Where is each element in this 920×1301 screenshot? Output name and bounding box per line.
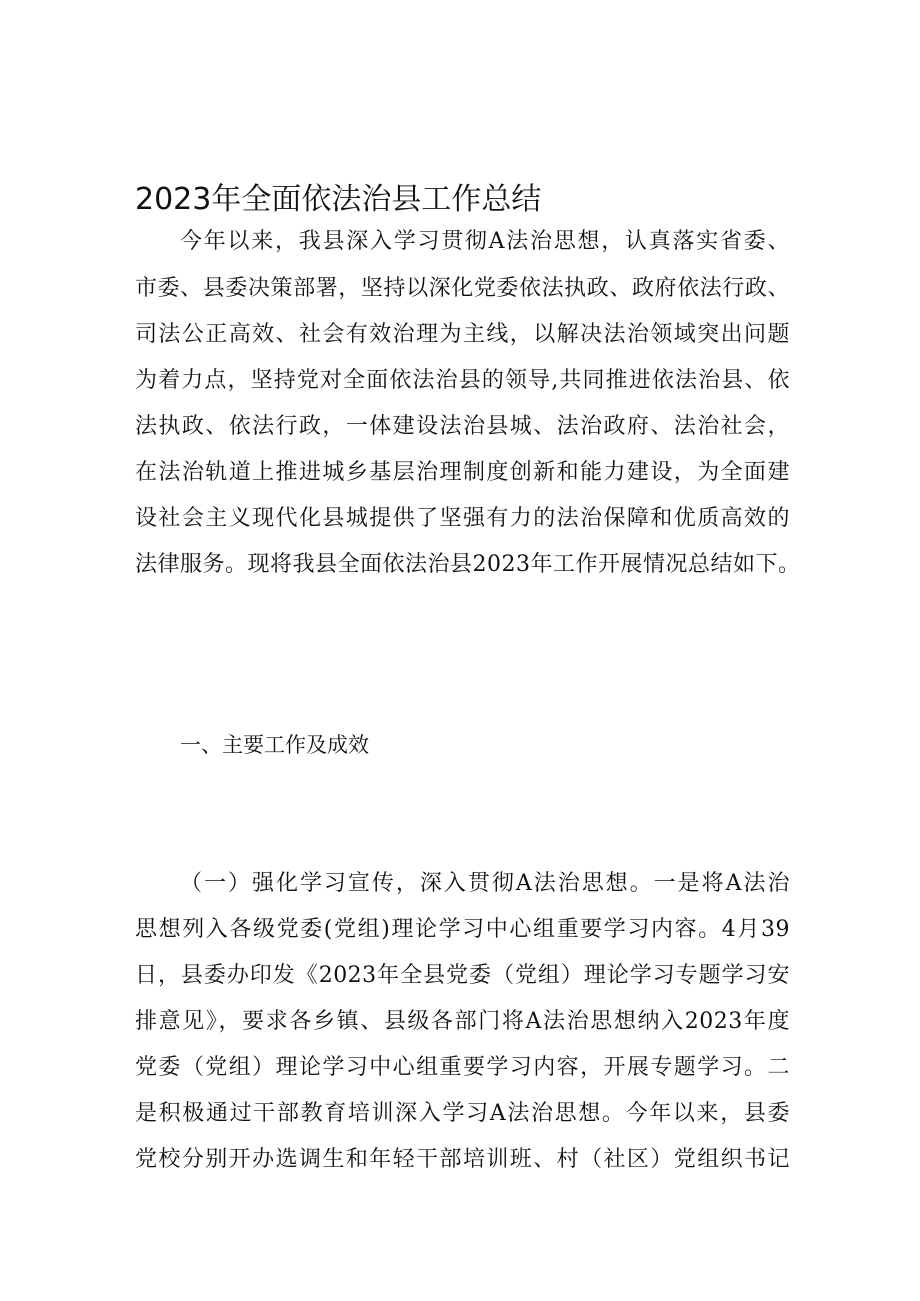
paragraph-line: 司法公正高效、社会有效治理为主线，以解决法治领域突出问题 [135, 322, 790, 347]
document-title: 2023年全面依法治县工作总结 [135, 182, 542, 217]
paragraph-line: 党委（党组）理论学习中心组重要学习内容，开展专题学习。二 [135, 1055, 790, 1080]
paragraph-line: 思想列入各级党委(党组)理论学习中心组重要学习内容。4月39 [135, 917, 790, 942]
paragraph-line: 法执政、依法行政，一体建设法治县城、法治政府、法治社会， [135, 414, 790, 439]
paragraph-line: 今年以来，我县深入学习贯彻A法治思想，认真落实省委、 [180, 229, 790, 254]
paragraph-line: 党校分别开办选调生和年轻干部培训班、村（社区）党组织书记 [135, 1147, 790, 1172]
paragraph-line: 设社会主义现代化县城提供了坚强有力的法治保障和优质高效的 [135, 506, 790, 531]
section-heading: 一、主要工作及成效 [180, 733, 369, 757]
paragraph-line: 法律服务。现将我县全面依法治县2023年工作开展情况总结如下。 [135, 552, 801, 577]
paragraph-line: 排意见》，要求各乡镇、县级各部门将A法治思想纳入2023年度 [135, 1009, 790, 1034]
paragraph-line: 在法治轨道上推进城乡基层治理制度创新和能力建设，为全面建 [135, 460, 790, 485]
paragraph-line: 为着力点，坚持党对全面依法治县的领导,共同推进依法治县、依 [135, 368, 790, 393]
paragraph-line: 日，县委办印发《2023年全县党委（党组）理论学习专题学习安 [135, 963, 790, 988]
paragraph-line: 是积极通过干部教育培训深入学习A法治思想。今年以来，县委 [135, 1101, 790, 1126]
paragraph-line: （一）强化学习宣传，深入贯彻A法治思想。一是将A法治 [180, 871, 790, 896]
paragraph-line: 市委、县委决策部署，坚持以深化党委依法执政、政府依法行政、 [135, 276, 790, 301]
